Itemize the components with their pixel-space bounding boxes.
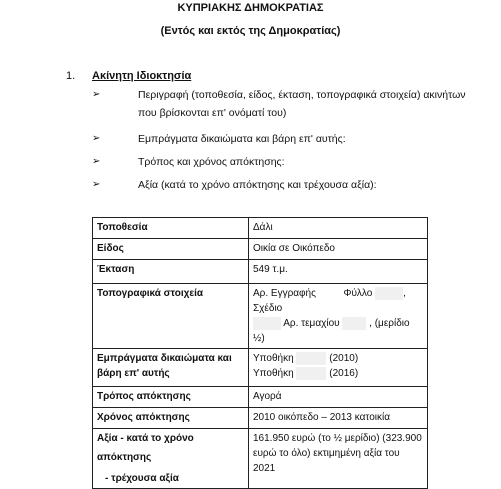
table-row (93, 349, 428, 387)
section-title: Ακίνητη Ιδιοκτησία (92, 70, 192, 82)
row-value: 549 τ.μ. (249, 260, 428, 284)
row-label: Έκταση (93, 260, 249, 284)
section-number: 1. (66, 70, 76, 82)
value-label-line: Αξία - κατά το χρόνο (97, 433, 194, 444)
redacted-field (253, 317, 281, 330)
plan-label: , Σχέδιο (253, 288, 406, 314)
property-table (92, 217, 428, 489)
row-value: 2010 οικόπεδο – 2013 κατοικία (249, 408, 428, 429)
table-row (93, 218, 428, 239)
mortgage-year: (2010) (329, 353, 359, 364)
document-title: ΚΥΠΡΙΑΚΗΣ ΔΗΜΟΚΡΑΤΙΑΣ (177, 2, 324, 14)
row-value (249, 284, 428, 349)
mortgage-label: Υποθήκη (253, 353, 294, 364)
bullet-text: Περιγραφή (τοποθεσία, είδος, έκταση, τοπογραφικά στοιχεία) ακινήτων (138, 89, 466, 101)
bullet-text: Αξία (κατά το χρόνο απόκτησης και τρέχουσα αξία): (138, 179, 377, 191)
bullet-text-continued: που βρίσκονται επ' ονόματί του) (138, 107, 287, 119)
table-row (93, 408, 428, 429)
redacted-field (296, 352, 326, 365)
section-heading (66, 70, 191, 82)
row-label: Χρόνος απόκτησης (93, 408, 249, 429)
row-value: Οικία σε Οικόπεδο (249, 239, 428, 260)
row-value: Αγορά (249, 387, 428, 408)
arrow-bullet-icon: ➢ (92, 156, 101, 167)
table-row (93, 239, 428, 260)
bullet-text: Τρόπος και χρόνος απόκτησης: (138, 156, 285, 168)
value-label-line: απόκτησης (97, 452, 152, 463)
sheet-label: Φύλλο (343, 288, 373, 299)
arrow-bullet-icon: ➢ (92, 89, 101, 100)
value-line: ευρώ το όλο) εκτιμημένη αξία του 2021 (253, 448, 400, 474)
share-label: , (μερίδιο ½) (253, 318, 410, 344)
value-label-line: - τρέχουσα αξία (105, 473, 179, 484)
row-value: Δάλι (249, 218, 428, 239)
row-value (249, 429, 428, 489)
row-label: Τρόπος απόκτησης (93, 387, 249, 408)
table-row (93, 284, 428, 349)
registration-label: Αρ. Εγγραφής (253, 288, 316, 299)
row-label: Είδος (93, 239, 249, 260)
table-row (93, 429, 428, 489)
arrow-bullet-icon: ➢ (92, 179, 101, 190)
document-subtitle: (Εντός και εκτός της Δημοκρατίας) (160, 25, 341, 37)
table-row (93, 387, 428, 408)
arrow-bullet-icon: ➢ (92, 133, 101, 144)
bullet-text: Εμπράγματα δικαιώματα και βάρη επ' αυτής: (138, 133, 346, 145)
row-label: Εμπράγματα δικαιώματα και βάρη επ' αυτής (93, 349, 249, 387)
row-label (93, 429, 249, 489)
mortgage-label: Υποθήκη (253, 368, 294, 379)
plot-label: Αρ. τεμαχίου (283, 318, 340, 329)
redacted-field (342, 317, 366, 330)
mortgage-year: (2016) (329, 368, 359, 379)
row-value (249, 349, 428, 387)
value-line: 161.950 ευρώ (το ½ μερίδιο) (323.900 (253, 433, 422, 444)
redacted-field (296, 367, 326, 380)
row-label: Τοπογραφικά στοιχεία (93, 284, 249, 349)
redacted-field (375, 287, 403, 300)
table-row (93, 260, 428, 284)
row-label: Τοποθεσία (93, 218, 249, 239)
